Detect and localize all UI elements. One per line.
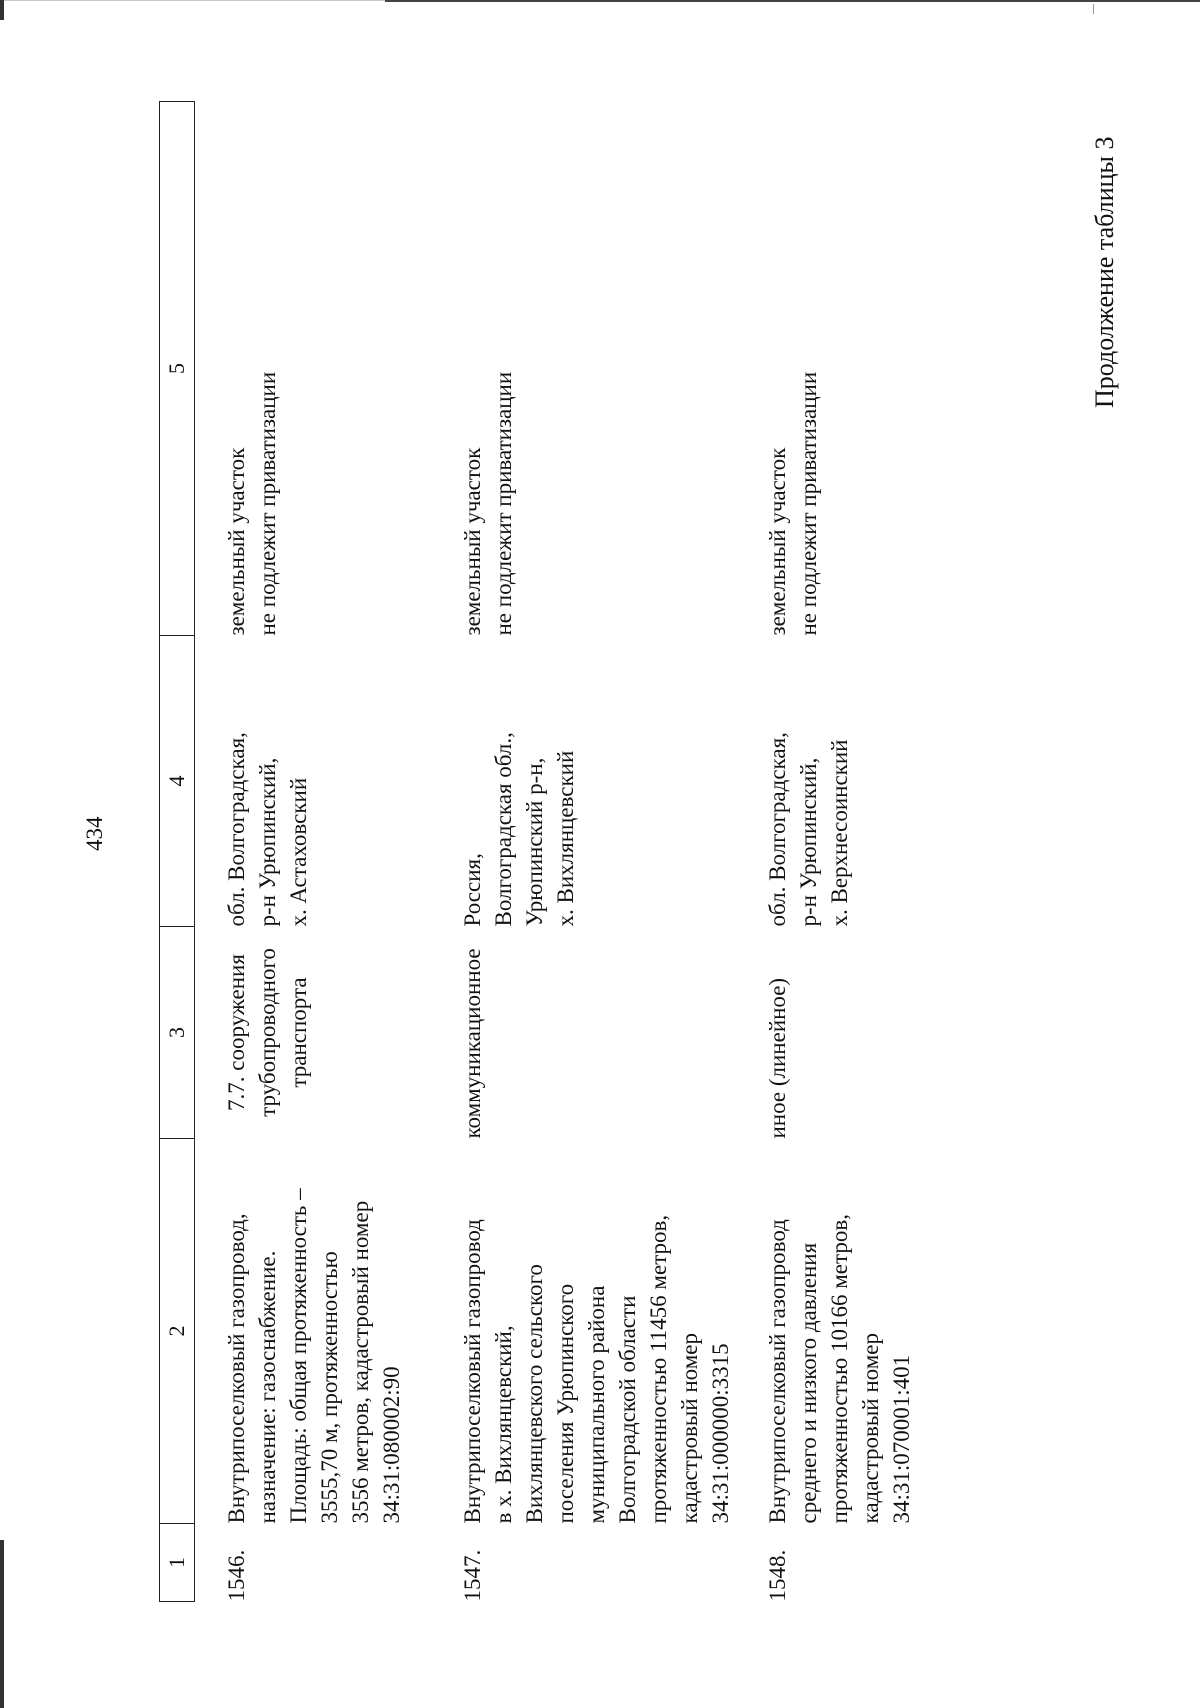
object-description-line: Площадь: общая протяженность – [286, 1188, 311, 1524]
object-description-line: Внутрипоселковый газопровод [765, 1219, 790, 1524]
object-category-line: коммуникационное [460, 948, 485, 1139]
object-description-line: среднего и низкого давления [796, 1242, 821, 1524]
table-row [195, 102, 432, 1602]
column-header: 5 [160, 102, 195, 636]
object-address [736, 636, 972, 927]
object-address [195, 636, 432, 927]
row-number [736, 1524, 972, 1602]
column-header-row [160, 102, 195, 1602]
object-description-line: поселения Урюпинского [553, 1283, 578, 1524]
object-description-line: в х. Вихлянцевский, [491, 1325, 516, 1524]
object-address-line: х. Верхнесоинский [827, 739, 852, 927]
object-description-line: Внутрипоселковый газопровод [460, 1219, 485, 1524]
object-description-line: кадастровый номер [677, 1333, 702, 1524]
column-header: 3 [160, 927, 195, 1139]
object-category [195, 927, 432, 1139]
object-address-line: Урюпинский р-н, [522, 757, 547, 927]
table-caption: Продолжение таблицы 3 [1090, 136, 1119, 408]
object-address-line: обл. Волгоградская, [765, 732, 790, 927]
column-header: 4 [160, 636, 195, 927]
object-category [431, 927, 736, 1139]
row-number-line: 1546. [224, 1549, 249, 1602]
row-number [431, 1524, 736, 1602]
column-header: 2 [160, 1139, 195, 1524]
object-category [736, 927, 972, 1139]
object-description [195, 1139, 432, 1524]
object-description-line: протяженностью 10166 метров, [827, 1214, 852, 1524]
object-description-line: 34:31:000000:3315 [708, 1343, 733, 1524]
land-note-line: не подлежит приватизации [255, 371, 280, 636]
object-category-line: иное (линейное) [765, 977, 790, 1139]
object-description-line: протяженностью 11456 метров, [646, 1214, 671, 1524]
table-row [431, 102, 736, 1602]
object-description-line: муниципального района [584, 1285, 609, 1524]
object-address-line: р-н Урюпинский, [796, 757, 821, 927]
object-address-line: х. Вихлянцевский [553, 750, 578, 927]
object-address-line: х. Астаховский [286, 777, 311, 927]
object-description-line: Вихлянцевского сельского [522, 1264, 547, 1524]
object-description-line: 3556 метров, кадастровый номер [348, 1200, 373, 1524]
table-row [736, 102, 972, 1602]
object-description [431, 1139, 736, 1524]
object-description-line: Волгоградской области [615, 1295, 640, 1524]
land-note-line: не подлежит приватизации [491, 371, 516, 636]
object-address-line: обл. Волгоградская, [224, 732, 249, 927]
object-address-line: Россия, [460, 853, 485, 927]
object-address-line: Волгоградская обл., [491, 732, 516, 927]
land-note-line: земельный участок [765, 447, 790, 636]
land-note-line: земельный участок [224, 447, 249, 636]
land-note [736, 102, 972, 636]
object-category-line: трубопроводного [255, 948, 280, 1117]
row-number-line: 1548. [765, 1549, 790, 1602]
object-address-line: р-н Урюпинский, [255, 757, 280, 927]
object-description-line: 3555,70 м, протяженностью [317, 1251, 342, 1524]
land-note-line: не подлежит приватизации [796, 371, 821, 636]
land-note [431, 102, 736, 636]
row-number [195, 1524, 432, 1602]
land-note [195, 102, 432, 636]
object-description-line: 34:31:080002:90 [379, 1366, 404, 1524]
column-header: 1 [160, 1524, 195, 1602]
object-address [431, 636, 736, 927]
page-number: 434 [82, 816, 107, 851]
property-table [159, 101, 972, 1602]
row-number-line: 1547. [460, 1549, 485, 1602]
object-category-line: 7.7. сооружения [224, 954, 249, 1111]
object-description-line: 34:31:070001:401 [889, 1354, 914, 1524]
object-description-line: Внутрипоселковый газопровод, [224, 1213, 249, 1524]
land-note-line: земельный участок [460, 447, 485, 636]
object-category-line: транспорта [286, 977, 311, 1088]
object-description-line: назначение: газоснабжение. [255, 1250, 280, 1524]
object-description [736, 1139, 972, 1524]
object-description-line: кадастровый номер [858, 1333, 883, 1524]
